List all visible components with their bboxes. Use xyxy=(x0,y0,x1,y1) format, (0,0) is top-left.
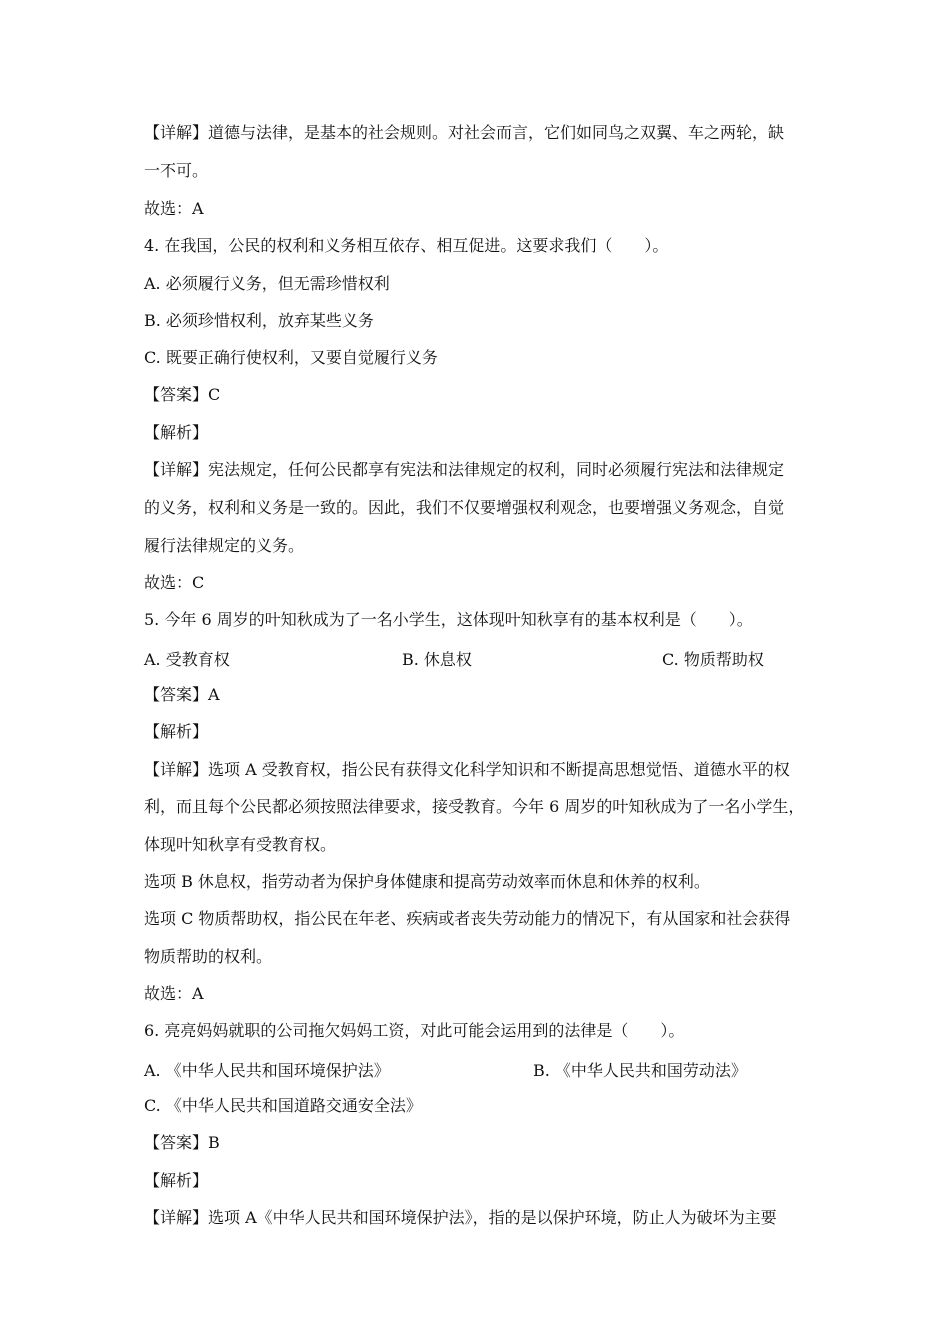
q5-option-c: C. 物质帮助权 xyxy=(662,650,764,669)
answer-label: 【答案】A xyxy=(144,685,220,704)
text-line: 故选：A xyxy=(144,984,204,1003)
text-line: 物质帮助的权利。 xyxy=(144,947,273,966)
text-line: 故选：C xyxy=(144,573,205,592)
answer-label: 【答案】B xyxy=(144,1133,220,1152)
q5-option-b: B. 休息权 xyxy=(402,650,472,669)
text-line: 【详解】宪法规定，任何公民都享有宪法和法律规定的权利，同时必须履行宪法和法律规定 xyxy=(144,460,785,479)
text-line: 选项 C 物质帮助权，指公民在年老、疾病或者丧失劳动能力的情况下，有从国家和社会获得 xyxy=(144,909,791,928)
text-line: 体现叶知秋享有受教育权。 xyxy=(144,835,337,854)
analysis-label: 【解析】 xyxy=(144,722,209,741)
option-line: C. 既要正确行使权利，又要自觉履行义务 xyxy=(144,348,438,367)
analysis-label: 【解析】 xyxy=(144,423,209,442)
q6-option-b: B. 《中华人民共和国劳动法》 xyxy=(533,1061,747,1080)
q6-option-a: A. 《中华人民共和国环境保护法》 xyxy=(144,1061,390,1080)
q5-option-a: A. 受教育权 xyxy=(144,650,230,669)
answer-label: 【答案】C xyxy=(144,385,221,404)
text-line: 一不可。 xyxy=(144,161,209,180)
analysis-label: 【解析】 xyxy=(144,1171,209,1190)
option-line: C. 《中华人民共和国道路交通安全法》 xyxy=(144,1096,422,1115)
option-line: A. 必须履行义务，但无需珍惜权利 xyxy=(144,274,390,293)
text-line: 选项 B 休息权，指劳动者为保护身体健康和提高劳动效率而休息和休养的权利。 xyxy=(144,872,710,891)
text-line: 故选：A xyxy=(144,199,204,218)
text-line: 【详解】道德与法律，是基本的社会规则。对社会而言，它们如同鸟之双翼、车之两轮，缺 xyxy=(144,123,785,142)
text-line: 利，而且每个公民都必须按照法律要求，接受教育。今年 6 周岁的叶知秋成为了一名小学生， xyxy=(144,797,805,816)
text-line: 履行法律规定的义务。 xyxy=(144,536,305,555)
question-4: 4. 在我国，公民的权利和义务相互依存、相互促进。这要求我们（ ）。 xyxy=(144,236,669,255)
question-5: 5. 今年 6 周岁的叶知秋成为了一名小学生，这体现叶知秋享有的基本权利是（ ）。 xyxy=(144,610,753,629)
question-6: 6. 亮亮妈妈就职的公司拖欠妈妈工资，对此可能会运用到的法律是（ ）。 xyxy=(144,1021,685,1040)
option-line: B. 必须珍惜权利，放弃某些义务 xyxy=(144,311,374,330)
text-line: 【详解】选项 A 受教育权，指公民有获得文化科学知识和不断提高思想觉悟、道德水平的权 xyxy=(144,760,790,779)
text-line: 的义务，权利和义务是一致的。因此，我们不仅要增强权利观念，也要增强义务观念，自觉 xyxy=(144,498,785,517)
text-line: 【详解】选项 A《中华人民共和国环境保护法》，指的是以保护环境，防止人为破坏为主要 xyxy=(144,1208,777,1227)
